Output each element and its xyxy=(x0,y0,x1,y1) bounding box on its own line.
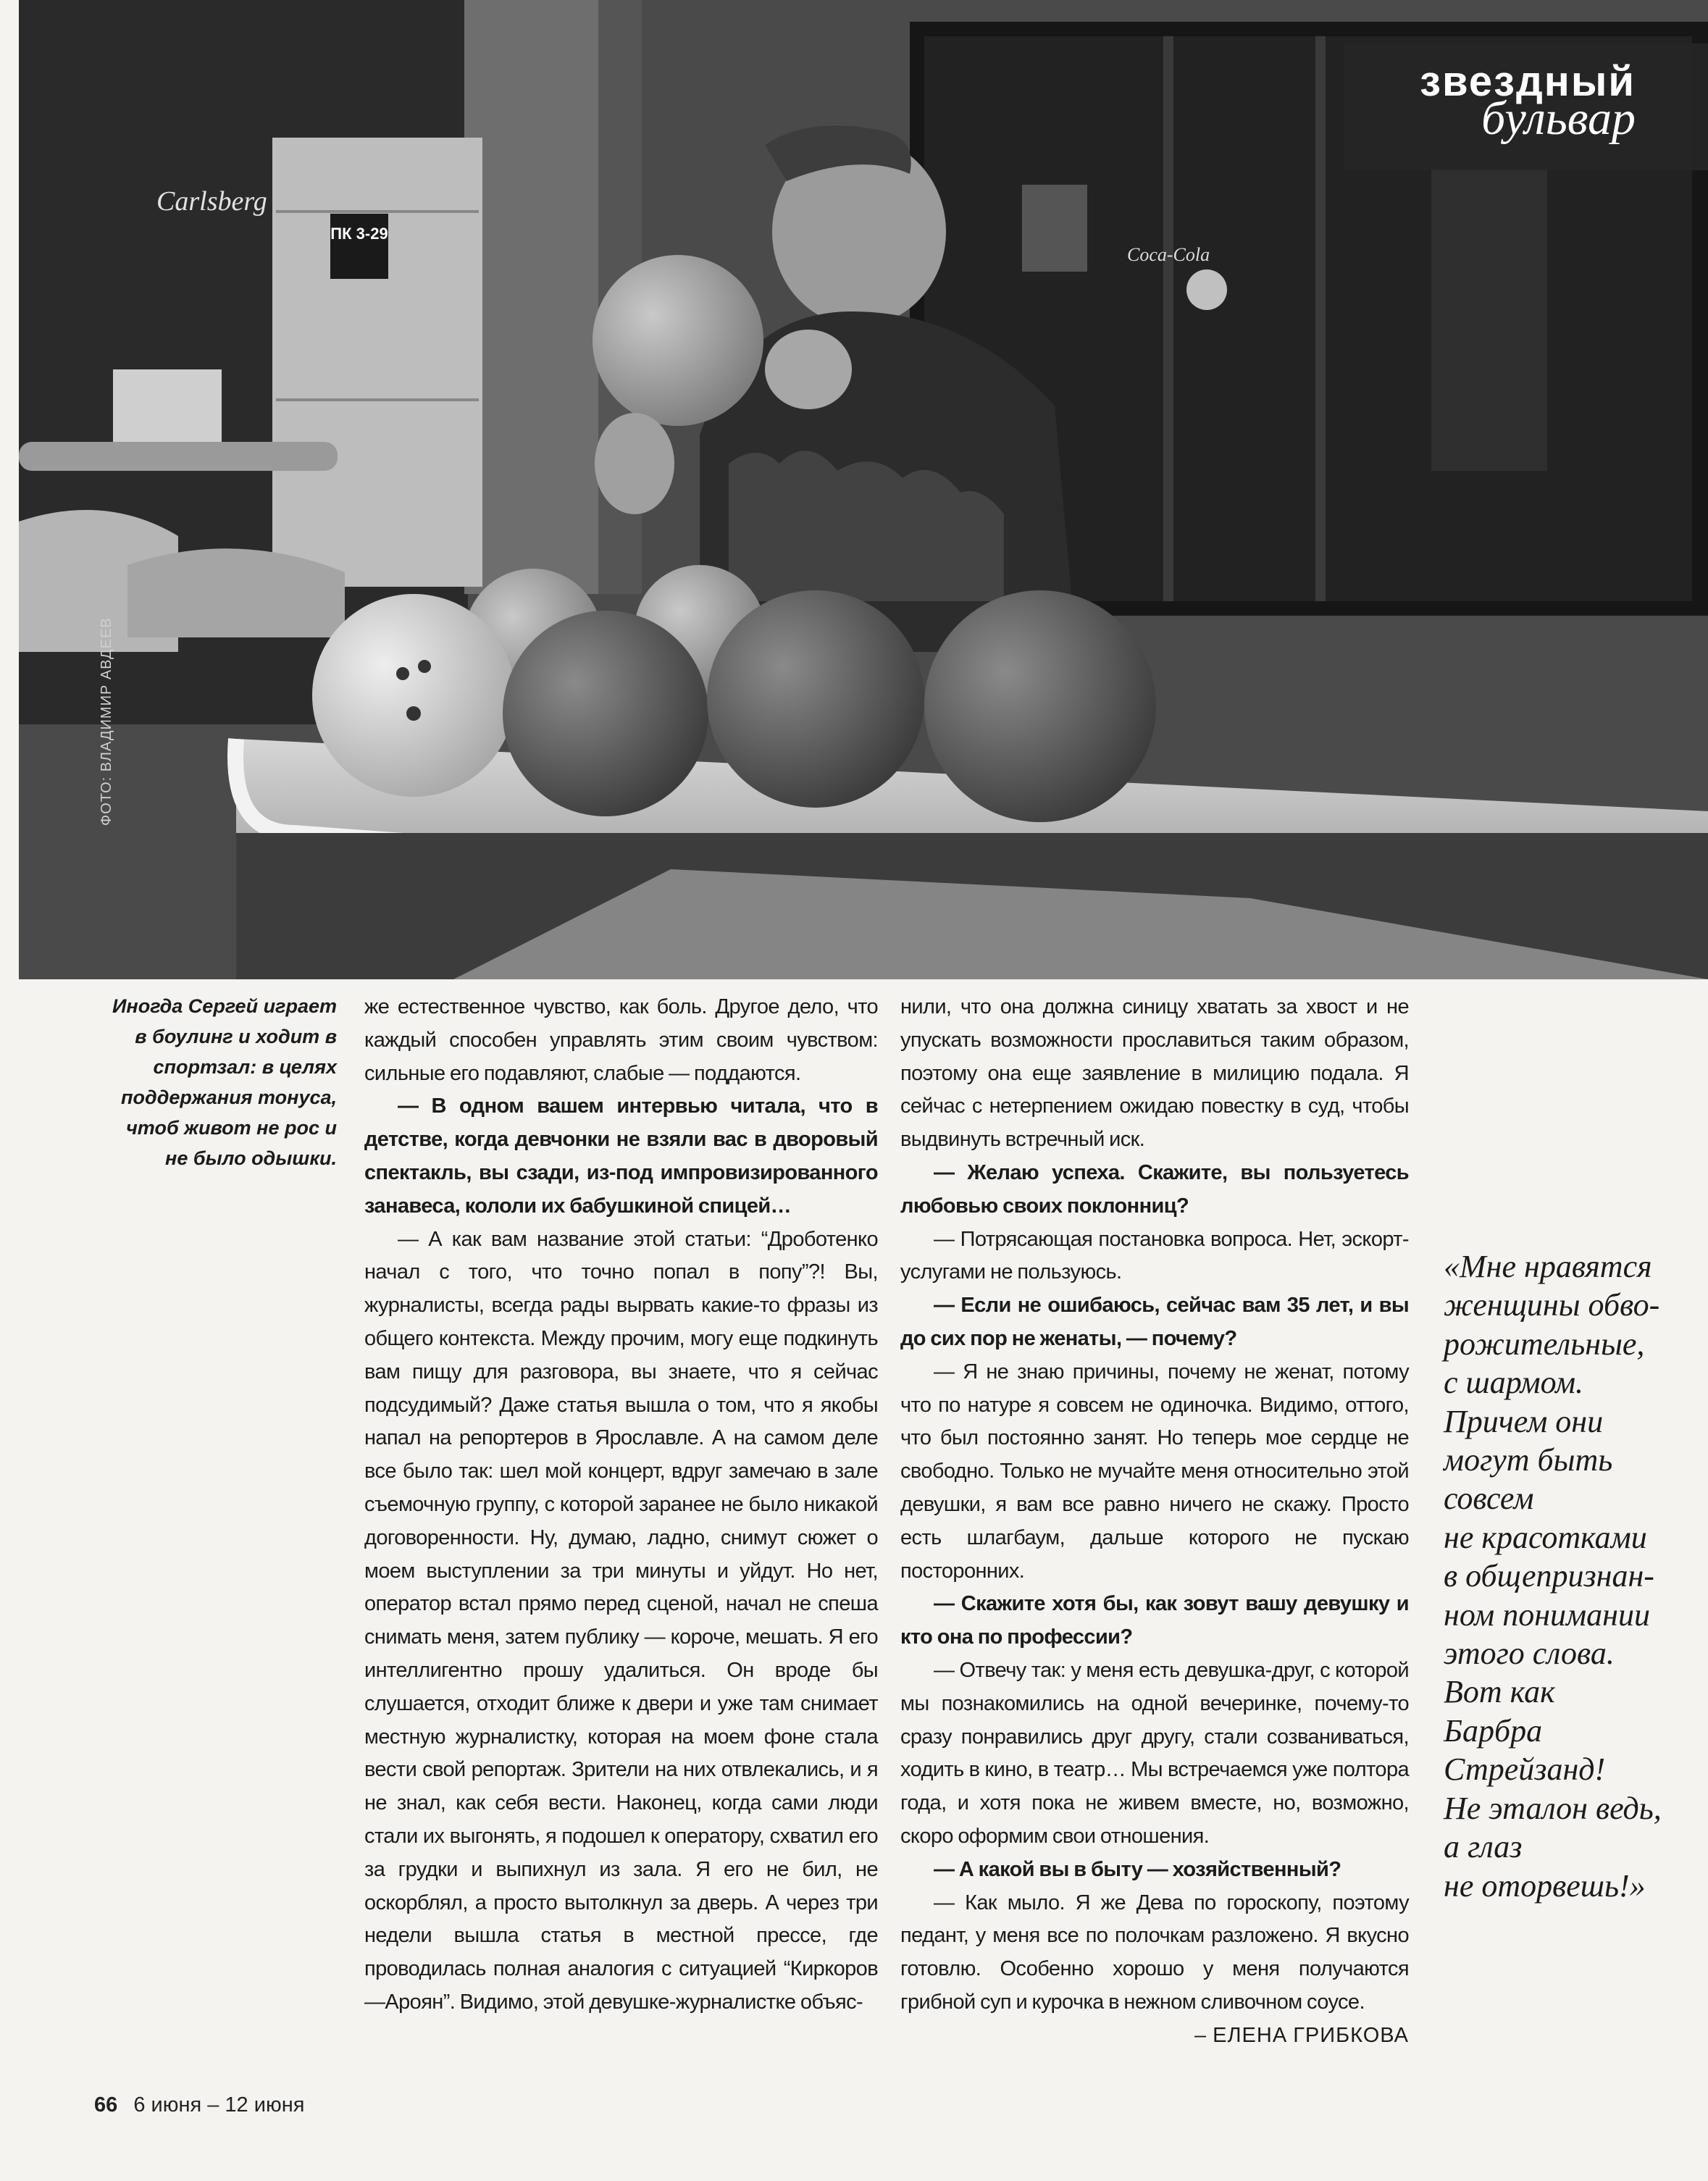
pull-quote-line: Стрейзанд! xyxy=(1444,1751,1606,1788)
issue-dates: 6 июня – 12 июня xyxy=(133,2093,305,2117)
pull-quote-line: этого слова. xyxy=(1444,1636,1615,1672)
pull-quote-line: с шармом. xyxy=(1444,1365,1584,1401)
author-byline: – ЕЛЕНА ГРИБКОВА xyxy=(1194,2023,1409,2047)
paragraph: нили, что она должна синицу хватать за хвост и не упускать возможности прославиться таким образом, поэтому она еще заявление в милицию подала. Я сейчас с нетерпением ожидаю повестку в суд, чтобы выдвинуть встречный иск. xyxy=(900,995,1409,1152)
paragraph: — А как вам название этой статьи: “Дроботенко начал с того, что точно попал в попу”?! Вы, журналисты, всегда рады вырвать какие-то фразы из общего контекста. Между прочим, могу еще подкинуть вам пищу для разговора, вы знаете, что я сейчас подсудимый? Даже статья вышла о том, что я якобы напал на репортеров в Ярославле. А на самом деле все было так: шел мой концерт, вдруг замечаю в зале съемочную группу, с которой заранее не было никакой договоренности. Ну, думаю, ладно, снимут сюжет о моем выступлении за три минуты и уйдут. Но нет, оператор встал прямо перед сценой, начал не спеша снимать меня, затем публику — короче, мешать. Я его интеллигентно прошу удалиться. Он вроде бы слушается, отходит ближе к двери и уже там снимает местную журналистку, которая на моем фоне стала вести свой репортаж. Зрители на них отвлекались, и я не знал, как себя вести. Наконец, когда сами люди стали их выгонять, я подошел к оператору, схватил его за грудки и выпихнул из зала. Я его не бил, не оскорблял, а просто вытолкнул за дверь. А через три недели вышла статья в местной прессе, где проводилась полная аналогия с ситуацией “Киркоров—Ароян”. Видимо, этой девушке-журналистке объяс- xyxy=(364,1227,878,2014)
paragraph: — Как мыло. Я же Дева по гороскопу, поэтому педант, у меня все по полочкам разложено. Я вкусно готовлю. Особенно хорошо у меня получаются грибной суп и курочка в нежном сливочном соусе. xyxy=(900,1891,1409,2014)
pull-quote-line: а глаз xyxy=(1444,1829,1523,1865)
question: — Если не ошибаюсь, сейчас вам 35 лет, и вы до сих пор не женаты, — почему? xyxy=(900,1294,1409,1350)
question: — Желаю успеха. Скажите, вы пользуетесь любовью своих поклонниц? xyxy=(900,1160,1409,1218)
photo-bowling xyxy=(19,0,1708,979)
paragraph: — Отвечу так: у меня есть девушка-друг, с которой мы познакомились на одной вечеринке, почему-то сразу понравились друг другу, стали созваниваться, ходить в кино, в театр… Мы встречаемся уже полтора года, и хотя пока не живем вместе, но, возможно, скоро оформим свои отношения. xyxy=(900,1658,1409,1848)
question: — В одном вашем интервью читала, что в детстве, когда девчонки не взяли вас в дворовый спектакль, вы сзади, из-под импровизированного занавеса, кололи их бабушкиной спицей… xyxy=(364,1094,878,1218)
question: — А какой вы в быту — хозяйственный? xyxy=(934,1857,1341,1881)
brand-cola: Coca-Cola xyxy=(1127,244,1210,265)
brand-neon: Carlsberg xyxy=(156,186,267,217)
pull-quote-line: не красотками xyxy=(1444,1519,1647,1555)
pull-quote-line: Причем они xyxy=(1444,1403,1604,1439)
pull-quote-line: Барбра xyxy=(1444,1712,1543,1749)
paragraph: же естественное чувство, как боль. Другое дело, что каждый способен управлять этим своим чувством: сильные его подавляют, слабые — поддаются. xyxy=(364,995,878,1085)
pull-quote-line: могут быть xyxy=(1444,1442,1613,1478)
photo-credit: ФОТО: ВЛАДИМИР АВДЕЕВ xyxy=(99,617,114,826)
pull-quote-line: «Мне нравятся xyxy=(1444,1249,1652,1284)
page-number: 66 xyxy=(94,2093,118,2117)
paragraph: — Потрясающая постановка вопроса. Нет, эскорт-услугами не пользуюсь. xyxy=(900,1227,1409,1284)
photo-caption: Иногда Сергей играет в боулинг и ходит в спортзал: в целях поддержания тонуса, чтоб живот не рос и не было одышки. xyxy=(112,995,337,1169)
rubric-line1: звездный xyxy=(1420,58,1636,105)
pull-quote-line: в общепризнан- xyxy=(1444,1558,1654,1594)
article-column-2 xyxy=(900,991,1409,2053)
pull-quote-line: женщины обво- xyxy=(1444,1287,1660,1323)
article-column-1 xyxy=(364,991,878,2019)
pull-quote xyxy=(1436,1247,1675,1905)
pull-quote-line: не оторвешь!» xyxy=(1444,1867,1646,1904)
pull-quote-line: Вот как xyxy=(1444,1674,1555,1710)
sign-pk: ПК 3-29 xyxy=(330,225,388,243)
page-footer xyxy=(94,2093,304,2117)
pull-quote-line: Не эталон ведь, xyxy=(1444,1790,1662,1826)
question: — Скажите хотя бы, как зовут вашу девушку и кто она по профессии? xyxy=(900,1592,1409,1649)
paragraph: — Я не знаю причины, почему не женат, потому что по натуре я совсем не одиночка. Видимо, оттого, что был постоянно занят. Но теперь мое сердце не свободно. Только не мучайте меня относительно этой девушки, я вам все равно ничего не скажу. Просто есть шлагбаум, дальше которого не пускаю посторонних. xyxy=(900,1360,1409,1583)
rubric-line2: бульвар xyxy=(1481,92,1636,145)
pull-quote-line: рожительные, xyxy=(1444,1326,1645,1362)
pull-quote-line: совсем xyxy=(1444,1481,1534,1517)
rubric xyxy=(1420,58,1636,145)
pull-quote-line: ном понимании xyxy=(1444,1596,1650,1633)
